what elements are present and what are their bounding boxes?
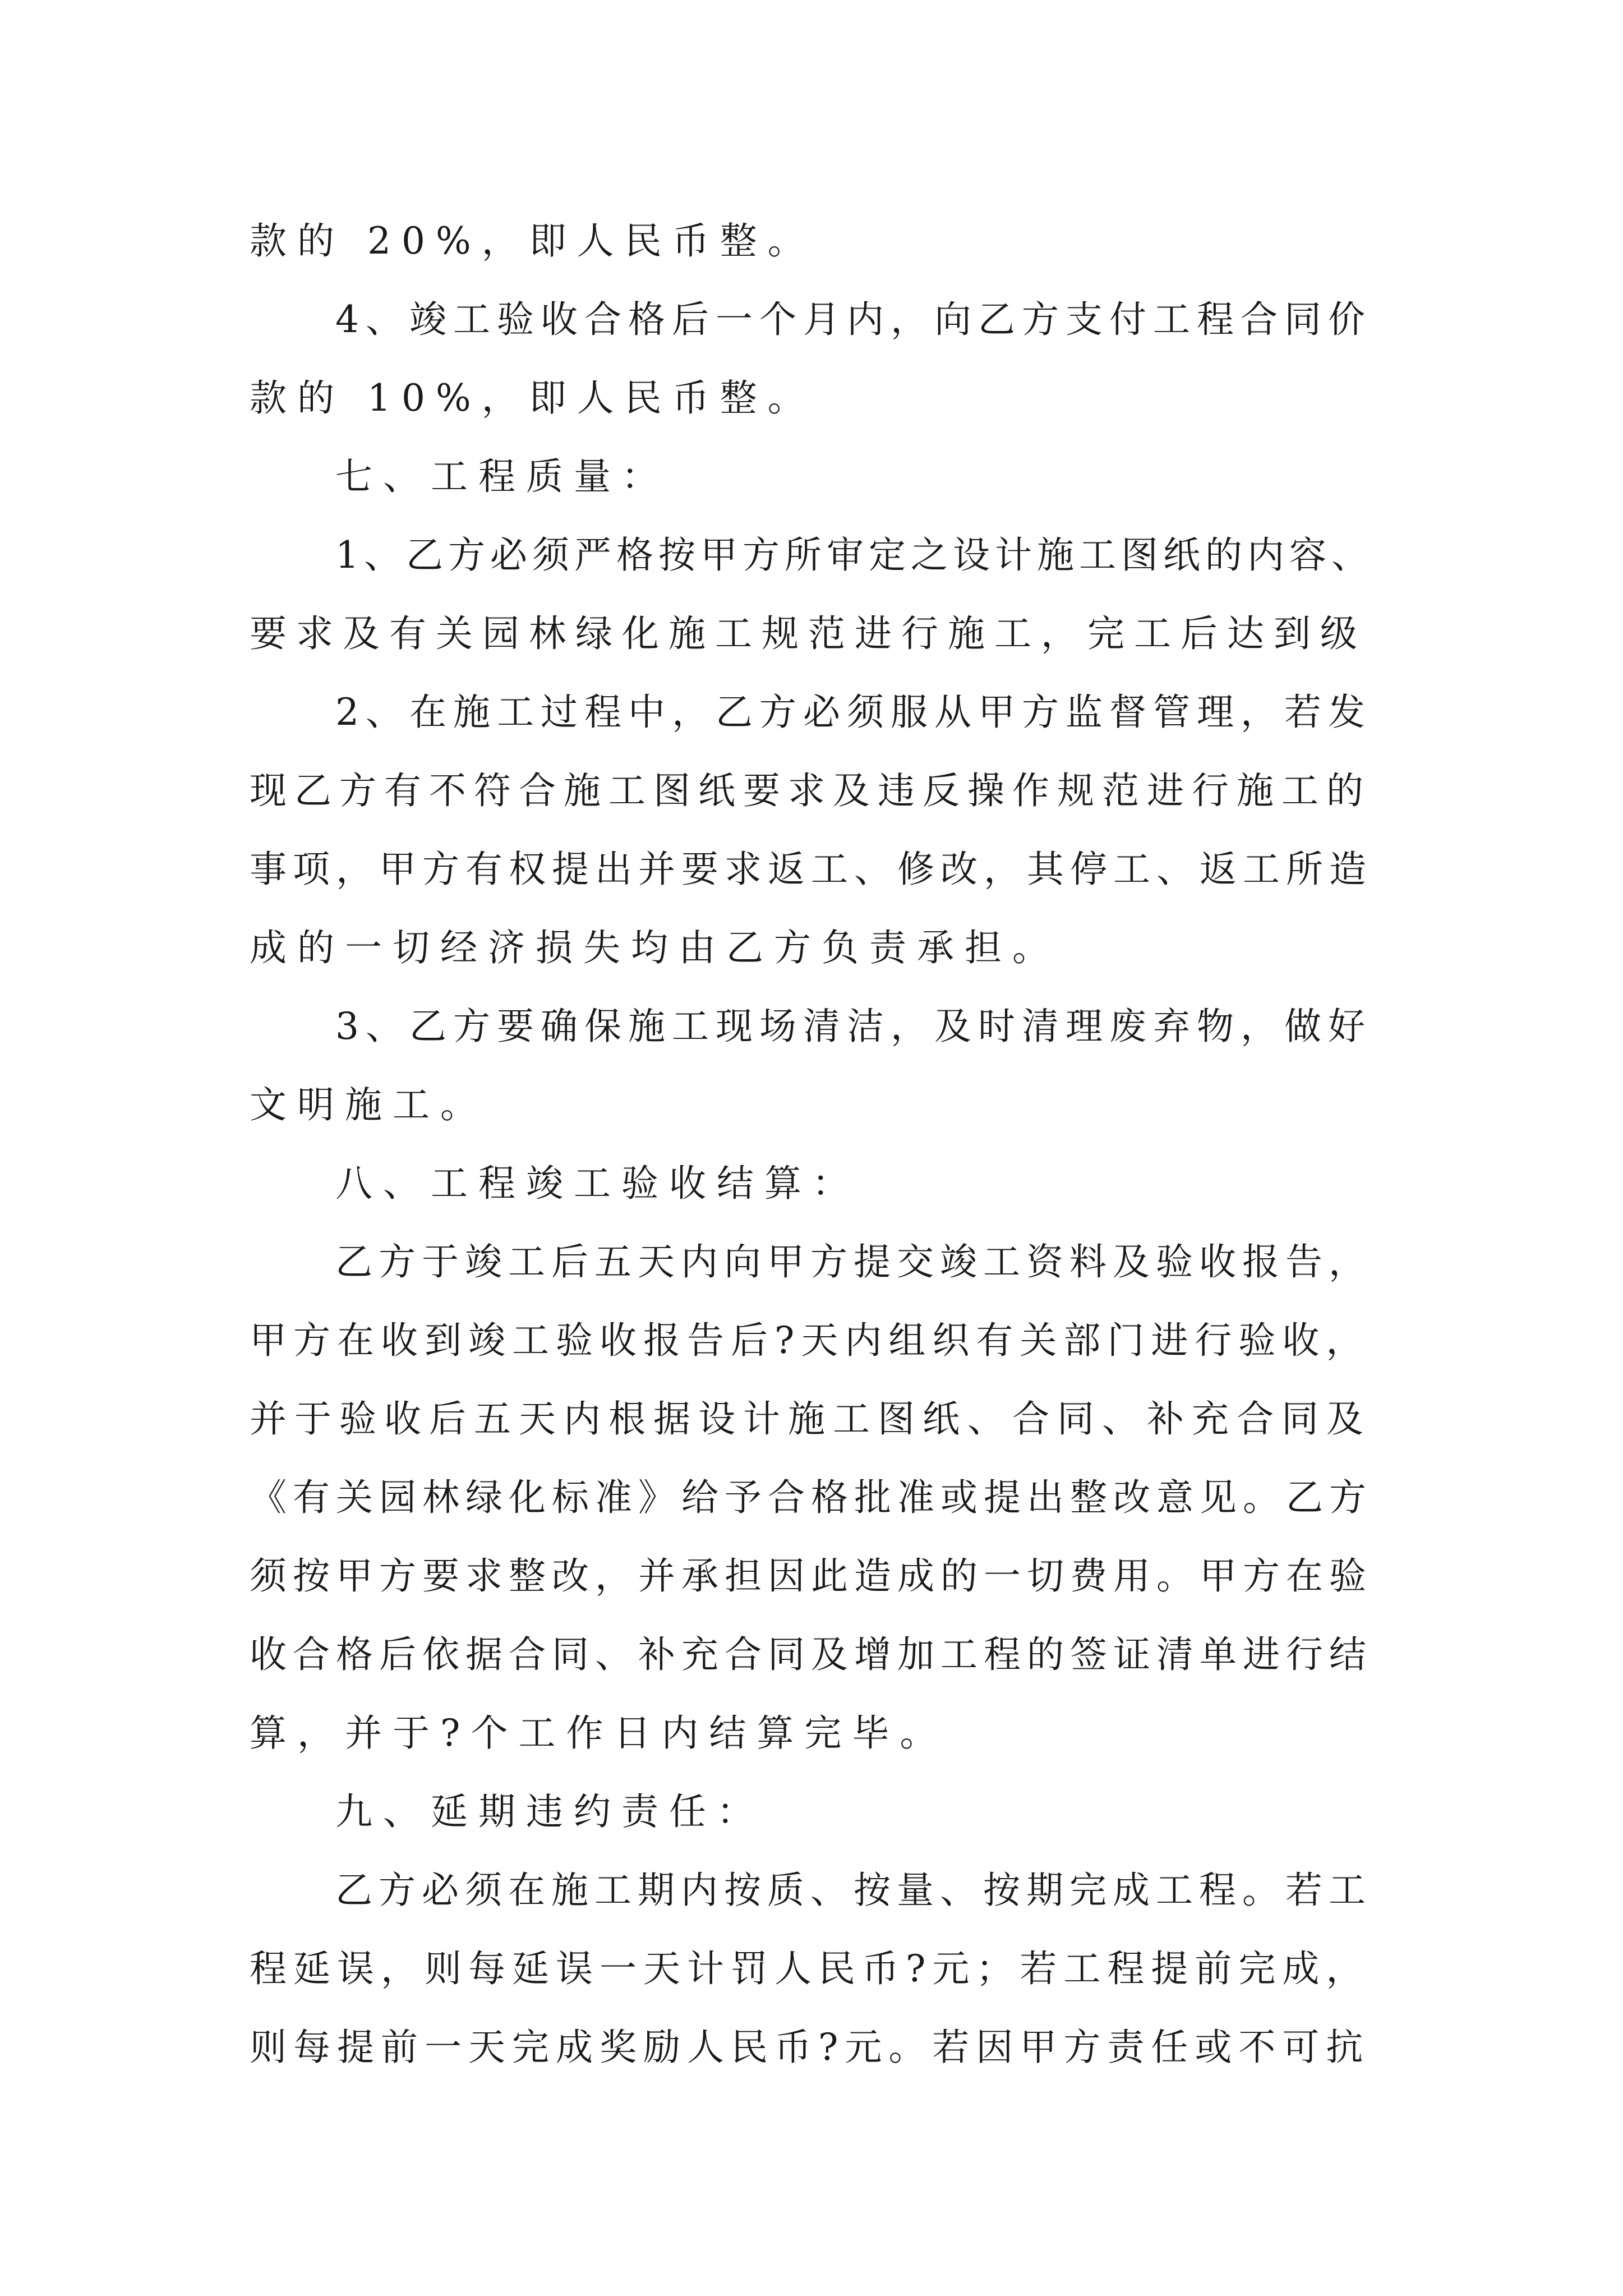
text-line: 乙方必须在施工期内按质、按量、按期完成工程。若工 (335, 1869, 1372, 1912)
text-line: 要求及有关园林绿化施工规范进行施工，完工后达到级 (250, 612, 1367, 655)
text-line: 成的一切经济损失均由乙方负责承担。 (250, 926, 1060, 969)
text-line: 收合格后依据合同、补充合同及增加工程的签证清单进行结 (250, 1633, 1372, 1676)
text-line: 《有关园林绿化标准》给予合格批准或提出整改意见。乙方 (250, 1476, 1372, 1519)
text-line: 2、在施工过程中，乙方必须服从甲方监督管理，若发 (335, 691, 1372, 734)
text-line: 程延误，则每延误一天计罚人民币?元；若工程提前完成， (250, 1947, 1370, 1990)
section-heading: 八、工程竣工验收结算： (335, 1162, 860, 1205)
text-line: 甲方在收到竣工验收报告后?天内组织有关部门进行验收， (250, 1319, 1370, 1362)
text-line: 算，并于?个工作日内结算完毕。 (250, 1711, 948, 1755)
text-line: 则每提前一天完成奖励人民币?元。若因甲方责任或不可抗 (250, 2026, 1370, 2069)
text-line: 乙方于竣工后五天内向甲方提交竣工资料及验收报告， (335, 1240, 1372, 1283)
text-line: 款的 10%，即人民币整。 (250, 376, 815, 420)
text-line: 4、竣工验收合格后一个月内，向乙方支付工程合同价 (335, 298, 1372, 341)
section-heading: 九、延期违约责任： (335, 1790, 764, 1833)
text-line: 现乙方有不符合施工图纸要求及违反操作规范进行施工的 (250, 769, 1371, 812)
section-heading: 七、工程质量： (335, 455, 669, 498)
text-line: 须按甲方要求整改，并承担因此造成的一切费用。甲方在验 (250, 1554, 1372, 1598)
text-line: 文明施工。 (250, 1083, 488, 1126)
text-line: 1、乙方必须严格按甲方所审定之设计施工图纸的内容、 (335, 533, 1373, 577)
text-line: 事项，甲方有权提出并要求返工、修改，其停工、返工所造 (250, 848, 1372, 891)
text-line: 款的 20%，即人民币整。 (250, 219, 815, 263)
text-line: 并于验收后五天内根据设计施工图纸、合同、补充合同及 (250, 1397, 1371, 1441)
text-line: 3、乙方要确保施工现场清洁，及时清理废弃物，做好 (335, 1005, 1372, 1048)
